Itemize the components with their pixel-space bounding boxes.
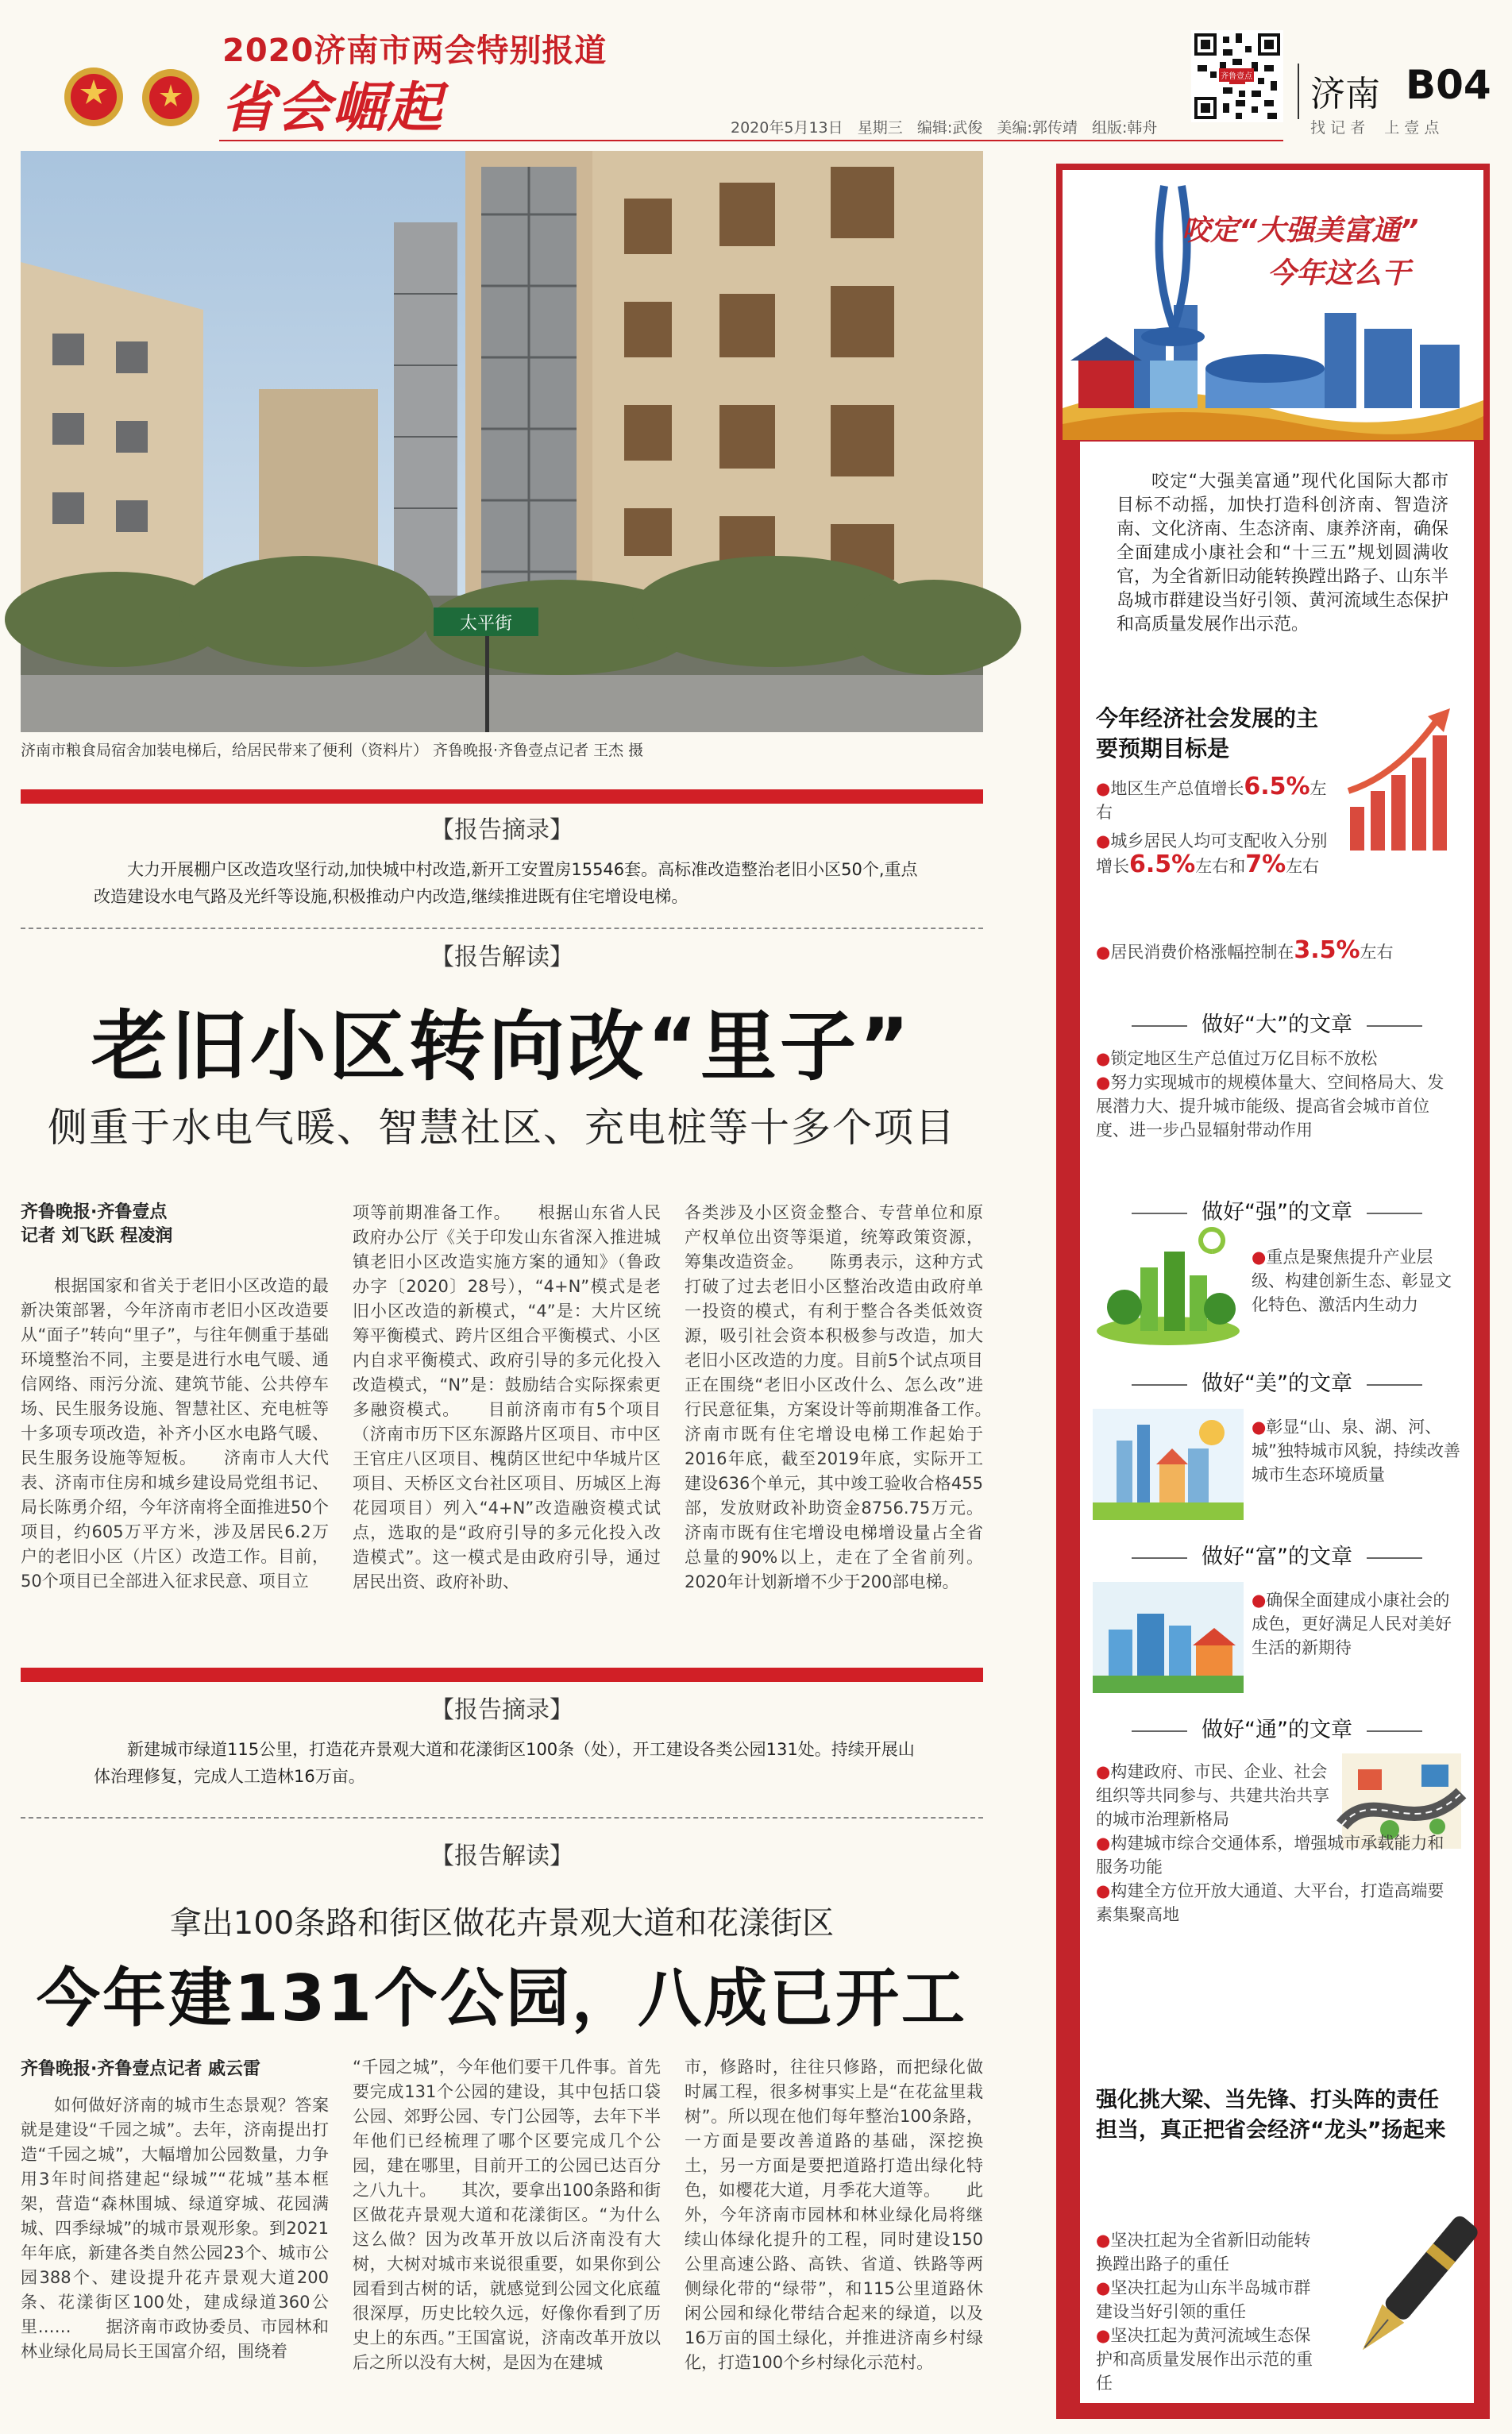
article1-col2 — [353, 1201, 661, 1639]
list-item: ●坚决扛起为山东半岛城市群建设当好引领的重任 — [1096, 2278, 1311, 2321]
article1-col3 — [685, 1201, 1016, 1639]
masthead-divider — [1298, 64, 1299, 119]
analysis-label-2: 【报告解读】 — [430, 1842, 573, 1870]
article1-col1-text: 根据国家和省关于老旧小区改造的最新决策部署，今年济南市老旧小区改造要从“面子”转向“里子”，与往年侧重于基础环境整治不同，主要是进行水电气暖、通信网络、雨污分流、建筑节能、公共停车场、民生服务设施、智慧社区、充电桩等十多项专项改造，补齐小区水电路气暖、民生服务设施等短板。 济南市人大代表、济南市住房和城乡建设局党组书记、局长陈勇介绍，今年济南将全面推进50个项目，约605万平方米，涉及居民6.2万户的老旧小区（片区）改造工作。目前，50个项目已全部进入征求民意、项目立 — [21, 1276, 329, 1591]
prosperity-icon — [1093, 1582, 1244, 1693]
list-item: ●努力实现城市的规模体量大、空间格局大、发展潜力大、提升城市能级、提高省会城市首位度、进一步凸显辐射带动作用 — [1096, 1073, 1444, 1140]
bullet-icon: ● — [1096, 1049, 1111, 1068]
issue-date: 2020年5月13日 — [731, 119, 843, 137]
byline-reporters: 记者 刘飞跃 程凌润 — [21, 1226, 173, 1246]
green-city-icon — [1093, 1236, 1244, 1347]
bullet-icon: ● — [1252, 1418, 1267, 1437]
excerpt-text-2: 新建城市绿道115公里，打造花卉景观大道和花漾街区100条（处），开工建设各类公园131处。持续开展山体治理修复，完成人工造林16万亩。 — [94, 1740, 915, 1786]
sidebar-content — [1080, 442, 1474, 2403]
section-title-tong: 做好“通”的文章 — [1080, 1712, 1474, 1743]
section-title-fu: 做好“富”的文章 — [1080, 1539, 1474, 1570]
bullet-icon: ● — [1096, 831, 1111, 851]
bullet-icon: ● — [1096, 1073, 1111, 1092]
list-item: ●锁定地区生产总值过万亿目标不放松 — [1096, 1049, 1378, 1068]
analysis-label-1: 【报告解读】 — [430, 943, 573, 971]
list-item: ●构建全方位开放大通道、大平台，打造高端要素集聚高地 — [1096, 1881, 1444, 1924]
section-title-qiang: 做好“强”的文章 — [1080, 1194, 1474, 1225]
article2-col1 — [21, 2093, 329, 2419]
byline-2: 齐鲁晚报·齐鲁壹点记者 戚云雷 — [21, 2059, 261, 2079]
list-item: ●构建城市综合交通体系，增强城市承载能力和服务功能 — [1096, 1834, 1444, 1877]
street-sign-text: 太平街 — [459, 614, 513, 634]
red-rule-2 — [21, 1668, 983, 1682]
list-item: ●坚决扛起为黄河流域生态保护和高质量发展作出示范的重任 — [1096, 2326, 1313, 2393]
masthead — [0, 0, 1512, 143]
target-item-income: ●城乡居民人均可支配收入分别增长6.5%左右和7%左右 — [1096, 831, 1328, 878]
city-label: 济南 — [1310, 74, 1380, 114]
target-item-gdp: ●地区生产总值增长6.5%左右 — [1096, 773, 1327, 822]
issue-weekday: 星期三 — [857, 119, 903, 137]
growth-bar-chart-icon — [1342, 704, 1461, 854]
target-item-cpi: ●居民消费价格涨幅控制在3.5%左右 — [1096, 936, 1394, 964]
lead-photo — [21, 151, 983, 732]
photo-caption: 济南市粮食局宿舍加装电梯后，给居民带来了便利（资料片） 齐鲁晚报·齐鲁壹点记者 王杰 摄 — [21, 742, 644, 759]
list-item: ●确保全面建成小康社会的成色，更好满足人民对美好生活的新期待 — [1252, 1591, 1452, 1657]
article2-col3-text: 市，修路时，往往只修路，而把绿化做时属工程，很多树事实上是“在花盆里栽树”。所以现在他们每年整治100条路，一方面是要改善道路的基础，深挖换土，另一方面是要把道路打造出绿化特色，如樱花大道，月季花大道等。 此外，今年济南市园林和林业绿化局将继续山体绿化提升的工程，同时建设150公里高速公路、高铁、省道、铁路等两侧绿化带的“绿带”，和115公里道路休闲公园和绿化带结合起来的绿道，以及16万亩的国土绿化，并推进济南乡村绿化，打造100个乡村绿化示范村。 — [685, 2058, 983, 2372]
section-da-items — [1096, 1047, 1458, 1142]
excerpt-text-1: 大力开展棚户区改造攻坚行动,加快城中村改造,新开工安置房15546套。高标准改造整治老旧小区50个,重点改造建设水电气路及光纤等设施,积极推动户内改造,继续推进既有住宅增设电梯。 — [94, 860, 918, 906]
article2-col3 — [685, 2055, 983, 2419]
photo-illustration — [21, 151, 983, 732]
article2-col2-text: “千园之城”，今年他们要干几件事。首先要完成131个公园的建设，其中包括口袋公园、郊野公园、专门公园等，去年下半年他们已经梳理了哪个区要完成几个公园，建在哪里，目前开工的公园已达百分之八九十。 其次，要拿出100条路和街区做花卉景观大道和花漾街区。“为什么这么做？因为改革开放以后济南没有大树，大树对城市来说很重要，如果你到公园看到古树的话，就感觉到公园文化底蕴很深厚，历史比较久远，好像你看到了历史上的东西。”王国富说，济南改革开放以后之所以没有大树，是因为在建城 — [353, 2058, 661, 2372]
typesetter: 组版:韩舟 — [1091, 119, 1158, 137]
bullet-icon: ● — [1096, 943, 1111, 962]
section-title-da: 做好“大”的文章 — [1080, 1007, 1474, 1038]
bullet-icon: ● — [1096, 2231, 1111, 2250]
qr-label: 齐鲁壹点 — [1219, 68, 1254, 82]
bullet-icon: ● — [1096, 779, 1111, 798]
article1-col2-text: 项等前期准备工作。 根据山东省人民政府办公厅《关于印发山东省深入推进城镇老旧小区改造实施方案的通知》（鲁政办字〔2020〕28号），“4+N”模式是老旧小区改造的新模式，“4”是：大片区统筹平衡模式、跨片区组合平衡模式、小区内自求平衡模式、政府引导的多元化投入改造模式，“N”是：鼓励结合实际探索更多融资模式。 目前济南市有5个项目（济南市历下区东源路片区项目、市中区王官庄八区项目、槐荫区世纪中华城片区项目、天桥区文台社区项目、历城区上海花园项目）列入“4+N”改造融资模式试点，选取的是“政府引导的多元化投入改造模式”。这一模式是由政府引导，通过居民出资、政府补助、 — [353, 1203, 661, 1591]
fountain-pen-icon — [1326, 2204, 1477, 2395]
masthead-underline — [219, 140, 1283, 141]
list-item: ●坚决扛起为全省新旧动能转换蹚出路子的重任 — [1096, 2231, 1311, 2274]
bullet-icon: ● — [1096, 2326, 1111, 2345]
article1-col1 — [21, 1274, 329, 1639]
excerpt-label-1: 【报告摘录】 — [430, 816, 573, 844]
page-number: B04 — [1406, 62, 1491, 108]
final-title: 强化挑大梁、当先锋、打头阵的责任担当，真正把省会经济“龙头”扬起来 — [1096, 2088, 1446, 2143]
reporter-tag: 找 记 者 上 壹 点 — [1310, 119, 1440, 137]
sidebar-banner — [1063, 170, 1483, 440]
list-item: ●重点是聚焦提升产业层级、构建创新生态、彰显文化特色、激活内生动力 — [1252, 1248, 1452, 1314]
byline-1 — [21, 1201, 172, 1248]
series-title: 2020济南市两会特别报道 — [222, 33, 608, 69]
section-title-mei: 做好“美”的文章 — [1080, 1366, 1474, 1397]
byline-outlet: 齐鲁晚报·齐鲁壹点 — [21, 1202, 168, 1222]
editor: 编辑:武俊 — [916, 119, 983, 137]
sidebar-intro: 咬定“大强美富通”现代化国际大都市目标不动摇，加快打造科创济南、智造济南、文化济南、生态济南、康养济南，确保全面建成小康社会和“十三五”规划圆满收官，为全省新旧动能转换蹚出路子、山东半岛城市群建设当好引领、黄河流域生态保护和高质量发展作出示范。 — [1117, 472, 1449, 635]
subhead-1: 侧重于水电气暖、智慧社区、充电桩等十多个项目 — [48, 1105, 956, 1151]
excerpt-label-2: 【报告摘录】 — [430, 1696, 573, 1724]
bullet-icon: ● — [1252, 1248, 1267, 1267]
list-item: ●构建政府、市民、企业、社会组织等共同参与、共建共治共享的城市治理新格局 — [1096, 1762, 1329, 1829]
excerpt-divider-1 — [21, 928, 983, 929]
article2-col2 — [353, 2055, 661, 2419]
excerpt-divider-2 — [21, 1817, 983, 1819]
target-list — [1096, 775, 1334, 883]
bullet-icon: ● — [1096, 1834, 1111, 1853]
bullet-icon: ● — [1252, 1591, 1267, 1610]
list-item: ●彰显“山、泉、湖、河、城”独特城市风貌，持续改善城市生态环境质量 — [1252, 1418, 1460, 1484]
bullet-icon: ● — [1096, 1881, 1111, 1900]
headline-2: 今年建131个公园，八成已开工 — [37, 1961, 967, 2035]
headline-1: 老旧小区转向改“里子” — [91, 1002, 913, 1091]
red-rule — [21, 789, 983, 804]
banner-title-1: 咬定“大强美富通” — [1182, 214, 1419, 247]
banner-title-2: 今年这么干 — [1267, 257, 1411, 290]
bullet-icon: ● — [1096, 2278, 1111, 2297]
national-emblem-icon — [62, 65, 125, 129]
section-qiang-items — [1252, 1245, 1461, 1317]
targets-title: 今年经济社会发展的主要预期目标是 — [1096, 705, 1319, 762]
kicker-2: 拿出100条路和街区做花卉景观大道和花漾街区 — [169, 1905, 835, 1942]
article1-col3-text: 各类涉及小区资金整合、专营单位和原产权单位出资等渠道，统筹政策资源，筹集改造资金。 陈勇表示，这种方式打破了过去老旧小区整治改造由政府单一投资的模式，有利于整合各类低效资源，吸引社会资本积极参与改造，加大老旧小区改造的力度。目前5个试点项目正在围绕“老旧小区改什么、怎么改”进行民意征集，方案设计等前期准备工作。 济南市既有住宅增设电梯工作起始于2016年底，截至2019年底，实际开工建设636个单元，其中竣工验收合格455部，发放财政补助资金8756.75万元。济南市既有住宅增设电梯增设量占全省总量的90%以上，走在了全省前列。2020年计划新增不少于200部电梯。 — [685, 1203, 1016, 1591]
bullet-icon: ● — [1096, 1762, 1111, 1781]
art-editor: 美编:郭传靖 — [997, 119, 1078, 137]
section-fu-items — [1252, 1588, 1461, 1660]
article2-col1-text: 如何做好济南的城市生态景观？答案就是建设“千园之城”。去年，济南提出打造“千园之城”，大幅增加公园数量，力争用3年时间搭建起“绿城”“花城”基本框架，营造“森林围城、绿道穿城、花园满城、四季绿城”的城市景观形象。到2021年年底，新建各类自然公园23个、城市公园388个、建设提升花卉景观大道200条、花漾街区100处，建成绿道360公里…… 据济南市政协委员、市园林和林业绿化局局长王国富介绍，围绕着 — [21, 2096, 329, 2361]
section-name: 省会崛起 — [221, 77, 444, 140]
section-tong-items — [1096, 1760, 1458, 1927]
scenic-city-icon — [1093, 1409, 1244, 1520]
issue-meta — [731, 116, 1157, 137]
cppcc-emblem-icon — [140, 67, 202, 129]
section-mei-items — [1252, 1415, 1461, 1487]
sidebar — [1056, 164, 1490, 2419]
final-items — [1096, 2228, 1326, 2395]
